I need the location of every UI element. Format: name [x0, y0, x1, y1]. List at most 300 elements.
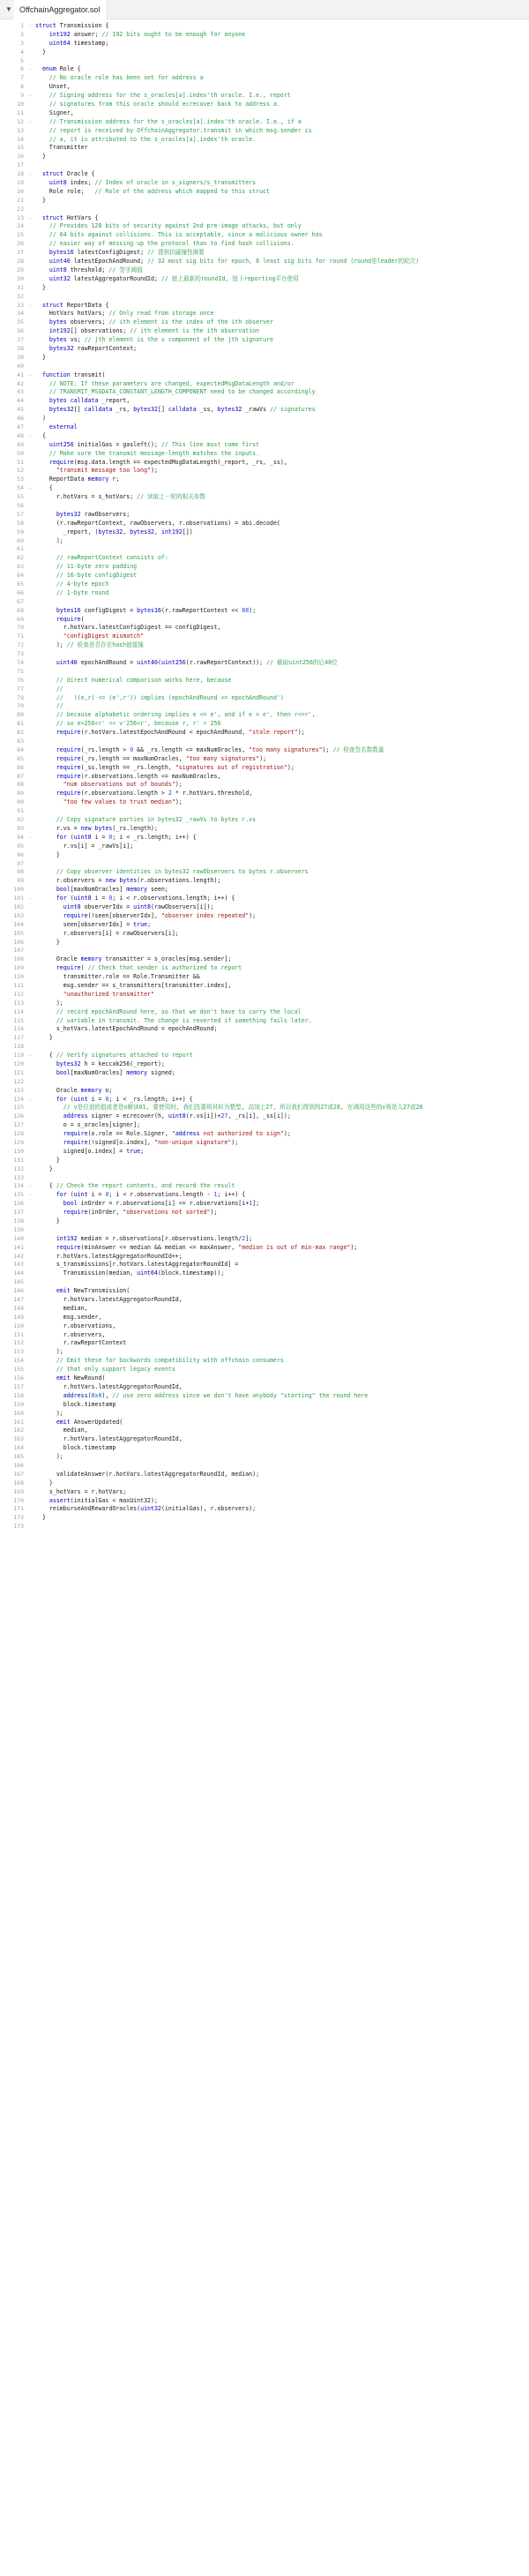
- fold-empty: [26, 1453, 34, 1462]
- code-line[interactable]: { // Verify signatures attached to report: [35, 1052, 193, 1060]
- code-line[interactable]: bytes calldata _report,: [48, 397, 130, 405]
- line-number: 103: [13, 911, 24, 919]
- code-line[interactable]: require(_rs.length > 0 && _rs.length <= maxNumOracles, "too many signatures"); // 检查签名数数量: [56, 745, 384, 753]
- code-line[interactable]: [35, 650, 525, 659]
- line-number: 104: [13, 920, 24, 928]
- code-line[interactable]: uint64 timestamp;: [48, 39, 109, 47]
- line-number: 62: [17, 554, 24, 562]
- code-line[interactable]: [35, 1462, 525, 1471]
- code-line[interactable]: s_hotVars = r.hotVars;: [35, 1487, 127, 1495]
- code-line[interactable]: "transmit message too long");: [56, 467, 158, 475]
- code-line[interactable]: validateAnswer(r.hotVars.latestAggregatorRoundId, median);: [35, 1470, 260, 1478]
- code-line[interactable]: int192 median = r.observations[r.observations.length/2];: [56, 1234, 253, 1242]
- chevron-down-icon[interactable]: ▼: [5, 4, 12, 13]
- fold-empty: [26, 1060, 34, 1069]
- code-line[interactable]: for (uint8 i = 0; i < _rs.length; i++) {: [56, 833, 197, 841]
- line-number: 84: [17, 745, 24, 753]
- code-line[interactable]: emit NewTransmission(: [56, 1287, 130, 1295]
- code-line[interactable]: r.hotVars.latestAggregatorRoundId,: [35, 1382, 183, 1390]
- code-line[interactable]: median,: [35, 1427, 88, 1434]
- fold-empty: [26, 1331, 34, 1340]
- code-line[interactable]: uint8 threshold; // 签字阈值: [48, 266, 143, 273]
- code-line[interactable]: bytes16 latestConfigDigest; // 提供抗碰撞性摘要: [48, 249, 205, 257]
- line-number: 169: [13, 1487, 24, 1495]
- code-line[interactable]: );: [35, 1453, 63, 1461]
- fold-empty: [26, 231, 34, 240]
- code-line[interactable]: }: [35, 283, 46, 291]
- code-line[interactable]: bytes32 rawObservers;: [56, 510, 130, 518]
- code-line[interactable]: // signatures from this oracle should ecrecover back to address a.: [48, 101, 280, 109]
- line-number: 24: [17, 222, 24, 230]
- code-line[interactable]: Signer,: [35, 109, 74, 116]
- code-line[interactable]: require(inOrder, "observations not sorted");: [63, 1209, 218, 1217]
- code-line[interactable]: bytes32 h = keccak256(_report);: [56, 1060, 165, 1067]
- code-line[interactable]: uint8 observerIdx = uint8(rawObservers[i]);: [63, 902, 214, 910]
- line-number: 41: [17, 371, 24, 378]
- fold-empty: [26, 266, 34, 275]
- line-number: 113: [13, 999, 24, 1007]
- code-line[interactable]: // that only support legacy events: [56, 1366, 175, 1374]
- code-line[interactable]: r.hotVars.latestAggregatorRoundId++;: [35, 1252, 183, 1260]
- code-line[interactable]: // TRANSMIT_MSGDATA_CONSTANT_LENGTH_COMPONENT need to be changed accordingly: [48, 388, 316, 396]
- code-line[interactable]: ): [35, 415, 46, 423]
- code-line[interactable]: }: [35, 1164, 53, 1172]
- fold-empty: [26, 755, 34, 764]
- code-line[interactable]: for (uint i = 0; i < _rs.length; i++) {: [56, 1095, 193, 1103]
- code-line[interactable]: r.observers,: [35, 1330, 106, 1338]
- line-number: 21: [17, 196, 24, 204]
- code-line[interactable]: int192[] observations; // ith element is the ith observation: [48, 327, 260, 335]
- code-line[interactable]: // because alphabetic ordering implies e <= e', and if e = e', then r<=r',: [56, 711, 316, 719]
- fold-empty: [26, 197, 34, 206]
- line-number: 118: [13, 1043, 24, 1051]
- code-line[interactable]: bytes vs; // jth element is the v component of the jth signature: [48, 336, 273, 344]
- fold-empty: [26, 49, 34, 57]
- line-number: 64: [17, 572, 24, 580]
- line-number: 40: [17, 362, 24, 370]
- code-line[interactable]: [35, 1226, 525, 1235]
- line-number: 81: [17, 720, 24, 728]
- code-line[interactable]: for (uint8 i = 0; i < r.observations.length; i++) {: [56, 895, 235, 902]
- fold-empty: [26, 1244, 34, 1253]
- code-line[interactable]: // 11-byte zero padding: [56, 563, 138, 571]
- line-number: 83: [17, 738, 24, 745]
- fold-empty: [26, 450, 34, 459]
- code-line[interactable]: median,: [35, 1304, 88, 1312]
- fold-toggle[interactable]: -: [28, 371, 32, 378]
- code-line[interactable]: [35, 1043, 525, 1052]
- code-line[interactable]: // so e>256<r' << v'256<r', because r, r' < 256: [56, 720, 221, 728]
- code-line[interactable]: {: [35, 431, 46, 439]
- code-line[interactable]: "unauthorized transmitter": [63, 990, 154, 998]
- code-line[interactable]: address(0x0), // use zero address since we don't have anybody "starting" the round here: [63, 1391, 369, 1399]
- code-line[interactable]: }: [35, 938, 60, 946]
- line-number: 2: [20, 30, 24, 38]
- code-line[interactable]: struct ReportData {: [41, 301, 109, 309]
- code-line[interactable]: // v是位浪的值或者是o解读01, 要使用时, 我们洗要将其转为整型, 高加上27, 所以我们得到的27或28, 在调用这些的v将是人27或28: [63, 1104, 423, 1112]
- code-line[interactable]: msg.sender == s_transmitters[transmitter.index],: [35, 981, 232, 989]
- line-number: 137: [13, 1209, 24, 1217]
- code-line[interactable]: "configDigest mismatch": [63, 633, 145, 640]
- code-line[interactable]: // Provides 128 bits of security against 2nd pre-image attacks, but only: [48, 222, 302, 230]
- line-number: 38: [17, 344, 24, 352]
- code-line[interactable]: [35, 57, 525, 66]
- fold-toggle[interactable]: -: [28, 1192, 32, 1199]
- code-line[interactable]: ReportData memory r;: [35, 476, 120, 483]
- fold-empty: [26, 423, 34, 432]
- code-line[interactable]: require(r.hotVars.latestEpochAndRound < epochAndRound, "stale report");: [56, 729, 305, 737]
- fold-empty: [26, 1410, 34, 1419]
- code-line[interactable]: struct Transmission {: [35, 22, 109, 29]
- fold-toggle[interactable]: -: [28, 214, 32, 221]
- fold-toggle[interactable]: -: [28, 895, 32, 902]
- code-line[interactable]: // Emit these for backwards compatibility with offchain consumers: [56, 1357, 284, 1365]
- code-line[interactable]: require( // Check that sender is authorized to report: [56, 964, 242, 972]
- line-number: 77: [17, 685, 24, 693]
- line-number: 172: [13, 1514, 24, 1522]
- fold-empty: [26, 441, 34, 450]
- code-line[interactable]: Transmitter: [35, 144, 88, 152]
- code-line[interactable]: require(: [56, 615, 85, 623]
- code-line[interactable]: [35, 206, 525, 214]
- line-number: 39: [17, 353, 24, 361]
- line-number: 89: [17, 790, 24, 798]
- line-number: 23: [17, 213, 24, 221]
- code-line[interactable]: Unset,: [35, 83, 71, 91]
- fold-empty: [26, 589, 34, 598]
- fold-empty: [26, 1314, 34, 1322]
- code-line[interactable]: }: [35, 1034, 53, 1042]
- fold-empty: [26, 773, 34, 782]
- code-line[interactable]: block.timestamp: [35, 1400, 116, 1408]
- line-number: 132: [13, 1164, 24, 1172]
- code-line[interactable]: HotVars hotVars; // Only read from storage once: [35, 310, 214, 318]
- fold-toggle[interactable]: -: [28, 432, 32, 439]
- line-number: 94: [17, 833, 24, 841]
- line-number: 124: [13, 1095, 24, 1103]
- fold-empty: [26, 798, 34, 807]
- code-line[interactable]: // 4-byte epoch: [56, 580, 109, 588]
- fold-empty: [26, 554, 34, 563]
- code-line[interactable]: [35, 1174, 525, 1183]
- code-line[interactable]: s_hotVars.latestEpochAndRound = epochAndRound;: [35, 1025, 218, 1033]
- code-line[interactable]: [35, 807, 525, 816]
- code-line[interactable]: s_transmissions[r.hotVars.latestAggregatorRoundId] =: [35, 1261, 239, 1269]
- fold-toggle[interactable]: -: [28, 302, 32, 309]
- code-line[interactable]: r.observers = new bytes(r.observations.length);: [35, 877, 221, 885]
- fold-empty: [26, 74, 34, 83]
- line-number: 162: [13, 1427, 24, 1434]
- code-line[interactable]: // record epochAndRound here, so that we don't have to carry the local: [56, 1007, 302, 1015]
- code-line[interactable]: require(r.observations.length > 2 * r.hotVars.threshold,: [56, 790, 253, 798]
- code-line[interactable]: uint32 latestAggregatorRoundId; // 链上最新的roundId, 链下reporting平台使用: [48, 274, 299, 282]
- code-line[interactable]: bool inOrder = r.observations[i] <= r.observations[i+1];: [63, 1200, 260, 1208]
- line-number: 165: [13, 1453, 24, 1461]
- fold-toggle[interactable]: -: [28, 834, 32, 841]
- line-number-gutter: [0, 19, 26, 1531]
- line-number: 36: [17, 327, 24, 335]
- line-number: 120: [13, 1060, 24, 1067]
- code-line[interactable]: [35, 738, 525, 746]
- line-number: 95: [17, 842, 24, 850]
- fold-toggle[interactable]: -: [28, 171, 32, 178]
- line-number: 4: [20, 48, 24, 56]
- line-number: 45: [17, 406, 24, 414]
- line-number: 157: [13, 1382, 24, 1390]
- line-number: 136: [13, 1200, 24, 1208]
- code-line[interactable]: [35, 1278, 525, 1287]
- code-line[interactable]: //: [56, 702, 63, 710]
- fold-toggle[interactable]: -: [28, 66, 32, 73]
- code-line[interactable]: [35, 545, 525, 554]
- fold-toggle[interactable]: -: [28, 1052, 32, 1060]
- code-line[interactable]: require(_ss.length == _rs.length, "signatures out of registration");: [56, 763, 294, 771]
- code-line[interactable]: }: [35, 353, 46, 361]
- fold-empty: [26, 1523, 34, 1531]
- code-line[interactable]: // Transmission address for the s_oracles[a].index'th oracle. I.e., if a: [48, 117, 302, 125]
- code-line[interactable]: r.rawReportContext: [35, 1339, 127, 1347]
- fold-empty: [26, 83, 34, 92]
- code-line[interactable]: signed[o.index] = true;: [35, 1147, 145, 1155]
- code-line[interactable]: assert(initialGas < maxUint32);: [48, 1496, 158, 1504]
- code-line[interactable]: bytes observers; // ith element is the index of the ith observer: [48, 318, 273, 326]
- code-line[interactable]: // 1-byte round: [56, 588, 109, 596]
- code-line[interactable]: // Signing address for the s_oracles[a].index'th oracle. I.e., report: [48, 92, 291, 100]
- code-line[interactable]: require(!signed[o.index], "non-unique signature");: [63, 1139, 239, 1146]
- line-number: 58: [17, 519, 24, 527]
- code-line[interactable]: // Make sure the transmit message-length matches the inputs.: [48, 449, 260, 457]
- code-line[interactable]: // easier way of messing up the protocol than to find hash collisions.: [48, 240, 294, 248]
- fold-empty: [26, 161, 34, 170]
- code-line[interactable]: }: [35, 850, 60, 858]
- line-number: 159: [13, 1400, 24, 1408]
- fold-empty: [26, 563, 34, 572]
- code-line[interactable]: [35, 668, 525, 677]
- code-line[interactable]: transmitter.role == Role.Transmitter &&: [35, 973, 200, 981]
- tab-offchainaggregator-sol[interactable]: [14, 0, 108, 19]
- code-line[interactable]: Role role; // Role of the address which mapped to this struct: [35, 187, 270, 195]
- fold-empty: [26, 633, 34, 641]
- line-number: 166: [13, 1461, 24, 1469]
- code-line[interactable]: emit AnswerUpdated(: [56, 1418, 123, 1426]
- code-line[interactable]: ); // 检查是否存在hash链接撞: [35, 641, 144, 649]
- fold-empty: [26, 1462, 34, 1471]
- code-line[interactable]: Oracle memory o;: [35, 1086, 113, 1094]
- line-number: 100: [13, 886, 24, 894]
- line-number: 76: [17, 676, 24, 684]
- code-line[interactable]: );: [35, 999, 63, 1007]
- line-number: 59: [17, 528, 24, 535]
- code-line[interactable]: [35, 293, 525, 302]
- fold-toggle[interactable]: -: [28, 118, 32, 125]
- line-number: 37: [17, 336, 24, 344]
- code-line[interactable]: r.observations,: [35, 1322, 116, 1329]
- code-line[interactable]: Transmission(median, uint64(block.timestamp));: [35, 1269, 225, 1277]
- fold-toggle[interactable]: -: [28, 1183, 32, 1190]
- line-number: 170: [13, 1496, 24, 1504]
- fold-empty: [26, 240, 34, 249]
- code-line[interactable]: );: [35, 1348, 63, 1356]
- line-number: 50: [17, 449, 24, 457]
- code-line[interactable]: struct Oracle {: [41, 170, 95, 178]
- line-number: 151: [13, 1330, 24, 1338]
- code-line[interactable]: bytes16 configDigest = bytes16(r.rawReportContext << 88);: [56, 606, 257, 614]
- code-line[interactable]: [35, 598, 525, 607]
- code-line[interactable]: bool[maxNumOracles] memory seen;: [56, 886, 168, 894]
- code-line[interactable]: [35, 1523, 525, 1531]
- code-line[interactable]: // NOTE: If these parameters are changed, expectedMsgDataLength and/or: [48, 379, 294, 387]
- code-line[interactable]: reimburseAndRewardOracles(uint32(initialGas), r.observers);: [35, 1505, 257, 1513]
- fold-empty: [26, 1104, 34, 1112]
- fold-empty: [26, 1253, 34, 1262]
- fold-empty: [26, 1174, 34, 1183]
- code-line[interactable]: r.hotVars.latestAggregatorRoundId,: [35, 1296, 183, 1304]
- code-line[interactable]: require(msg.data.length == expectedMsgDataLength(_report, _rs, _ss),: [48, 458, 287, 466]
- code-line[interactable]: //: [56, 685, 63, 693]
- fold-empty: [26, 467, 34, 476]
- fold-empty: [26, 127, 34, 136]
- fold-empty: [26, 101, 34, 109]
- code-line[interactable]: int192 answer; // 192 bits ought to be enough for anyone: [48, 30, 246, 38]
- code-line[interactable]: r.vs[i] = _rawVs[i];: [35, 842, 134, 850]
- code-line[interactable]: );: [35, 536, 63, 544]
- code-editor[interactable]: [0, 19, 529, 1531]
- code-line[interactable]: [35, 161, 525, 170]
- line-number: 5: [20, 56, 24, 64]
- code-line[interactable]: // direct numerical comparison works here, because: [56, 676, 232, 684]
- code-line[interactable]: // Copy observer identities in bytes32 rawObservers to bytes r.observers: [56, 868, 309, 876]
- fold-empty: [26, 860, 34, 869]
- code-line[interactable]: seen[observerIdx] = true;: [35, 920, 152, 928]
- code-line[interactable]: }: [35, 48, 46, 56]
- code-line[interactable]: r.observers[i] = rawObservers[i];: [35, 929, 179, 937]
- code-line[interactable]: msg.sender,: [35, 1313, 102, 1321]
- fold-empty: [26, 1148, 34, 1157]
- fold-toggle[interactable]: -: [28, 23, 32, 29]
- code-line[interactable]: external: [48, 423, 78, 431]
- line-number: 82: [17, 729, 24, 737]
- line-number: 49: [17, 440, 24, 448]
- code-line[interactable]: uint8 index; // Index of oracle in s_signers/s_transmitters: [48, 179, 257, 187]
- code-line[interactable]: // rawReportContext consists of:: [56, 554, 168, 562]
- code-line[interactable]: // ((e,r) <= (e',r')) implies (epochAndRound <= epochAndRound'): [56, 693, 284, 701]
- code-line[interactable]: }: [35, 153, 46, 161]
- code-line[interactable]: }: [35, 196, 46, 204]
- fold-empty: [26, 729, 34, 738]
- code-line[interactable]: "num observations out of bounds");: [63, 781, 183, 789]
- code-line[interactable]: uint40 latestEpochAndRound; // 32 most sig bits for epoch, 8 least sig bits for round (round是leader的轮次): [48, 258, 420, 266]
- fold-empty: [26, 825, 34, 834]
- code-line[interactable]: // Copy signature parties in bytes32 _rawVs to bytes r.vs: [56, 816, 257, 824]
- code-line[interactable]: [35, 947, 525, 955]
- code-line[interactable]: { // Check the report contents, and record the result: [35, 1182, 235, 1190]
- code-line[interactable]: "too few values to trust median");: [63, 798, 183, 806]
- code-line[interactable]: // report is received by OffchainAggregator.transmit in which msg.sender is: [48, 126, 312, 134]
- line-number: 74: [17, 659, 24, 667]
- fold-toggle[interactable]: -: [28, 1096, 32, 1103]
- code-line[interactable]: [35, 363, 525, 371]
- code-line[interactable]: require(o.role == Role.Signer, "address not authorized to sign");: [63, 1130, 291, 1138]
- code-fold-gutter[interactable]: [26, 19, 34, 1531]
- line-number: 47: [17, 423, 24, 431]
- code-line[interactable]: address signer = ecrecover(h, uint8(r.vs[i])+27, _rs[i], _ss[i]);: [63, 1112, 291, 1120]
- code-line[interactable]: function transmit(: [41, 371, 106, 378]
- source-code[interactable]: [34, 19, 529, 1531]
- code-line[interactable]: r.hotVars = s_hotVars; // 读取上一轮的相关参数: [35, 493, 205, 501]
- code-line[interactable]: bytes32[] calldata _rs, bytes32[] calldata _ss, bytes32 _rawVs // signatures: [48, 406, 316, 414]
- fold-empty: [26, 1112, 34, 1121]
- code-line[interactable]: // a, it is attributed to the s_oracles[a].index'th oracle.: [48, 135, 257, 143]
- line-number: 143: [13, 1261, 24, 1269]
- line-number: 53: [17, 476, 24, 483]
- line-number: 65: [17, 580, 24, 588]
- fold-empty: [26, 275, 34, 284]
- code-line[interactable]: Oracle memory transmitter = s_oracles[msg.sender];: [35, 955, 232, 963]
- code-line[interactable]: // 64 bits against collisions. This is acceptable, since a malicious owner has: [48, 231, 323, 239]
- code-line[interactable]: emit NewRound(: [56, 1374, 106, 1382]
- code-line[interactable]: struct HotVars {: [41, 213, 99, 221]
- code-line[interactable]: require(_rs.length == maxNumOracles, "too many signatures");: [56, 754, 267, 762]
- fold-toggle[interactable]: -: [28, 93, 32, 100]
- code-line[interactable]: _report, (bytes32, bytes32, int192[]): [35, 528, 193, 535]
- code-line[interactable]: require(!seen[observerIdx], "observer index repeated");: [63, 911, 257, 919]
- code-line[interactable]: );: [35, 1409, 63, 1417]
- code-line[interactable]: // 16-byte configDigest: [56, 572, 138, 580]
- code-line[interactable]: (r.rawReportContext, rawObservers, r.observations) = abi.decode(: [35, 519, 280, 527]
- code-line[interactable]: [35, 502, 525, 511]
- line-number: 131: [13, 1156, 24, 1164]
- code-line[interactable]: for (uint i = 0; i < r.observations.length - 1; i++) {: [56, 1191, 246, 1199]
- code-line[interactable]: block.timestamp: [35, 1444, 116, 1452]
- code-line[interactable]: // No oracle role has been set for address a: [48, 74, 204, 82]
- line-number: 133: [13, 1173, 24, 1181]
- code-line[interactable]: {: [35, 484, 53, 492]
- code-line[interactable]: }: [35, 1514, 46, 1522]
- code-line[interactable]: bytes32 rawReportContext;: [48, 344, 138, 352]
- code-line[interactable]: uint256 initialGas = gasleft(); // This line must come first: [48, 440, 260, 448]
- fold-empty: [26, 179, 34, 188]
- code-line[interactable]: o = s_oracles[signer];: [35, 1121, 141, 1129]
- fold-empty: [26, 1471, 34, 1479]
- code-line[interactable]: }: [35, 1156, 60, 1164]
- code-line[interactable]: r.hotVars.latestConfigDigest == configDigest,: [35, 624, 221, 632]
- code-line[interactable]: [35, 1078, 525, 1087]
- line-number: 17: [17, 161, 24, 169]
- line-number: 3: [20, 39, 24, 47]
- code-line[interactable]: }: [35, 1217, 60, 1225]
- fold-empty: [26, 459, 34, 468]
- code-line[interactable]: [35, 860, 525, 869]
- line-number: 150: [13, 1322, 24, 1329]
- code-line[interactable]: r.hotVars.latestAggregatorRoundId,: [35, 1435, 183, 1443]
- line-number: 112: [13, 990, 24, 998]
- code-line[interactable]: }: [35, 1479, 53, 1486]
- code-line[interactable]: require(r.observations.length <= maxNumOracles,: [56, 772, 221, 780]
- code-line[interactable]: require(minAnswer <= median && median <= maxAnswer, "median is out of min-max range");: [56, 1243, 358, 1251]
- code-line[interactable]: bool[maxNumOracles] memory signed;: [56, 1068, 175, 1076]
- code-line[interactable]: uint40 epochAndRound = uint40(uint256(r.rawReportContext)); // 截取uint256的后40位: [56, 659, 338, 667]
- fold-empty: [26, 318, 34, 327]
- line-number: 22: [17, 205, 24, 213]
- fold-empty: [26, 188, 34, 197]
- code-line[interactable]: r.vs = new bytes(_rs.length);: [35, 824, 158, 832]
- fold-toggle[interactable]: -: [28, 485, 32, 492]
- fold-empty: [26, 746, 34, 755]
- line-number: 69: [17, 615, 24, 623]
- code-line[interactable]: enum Role {: [41, 65, 81, 73]
- line-number: 6: [20, 65, 24, 73]
- code-line[interactable]: // variable in transmit. The change is reverted if something fails later.: [56, 1016, 312, 1024]
